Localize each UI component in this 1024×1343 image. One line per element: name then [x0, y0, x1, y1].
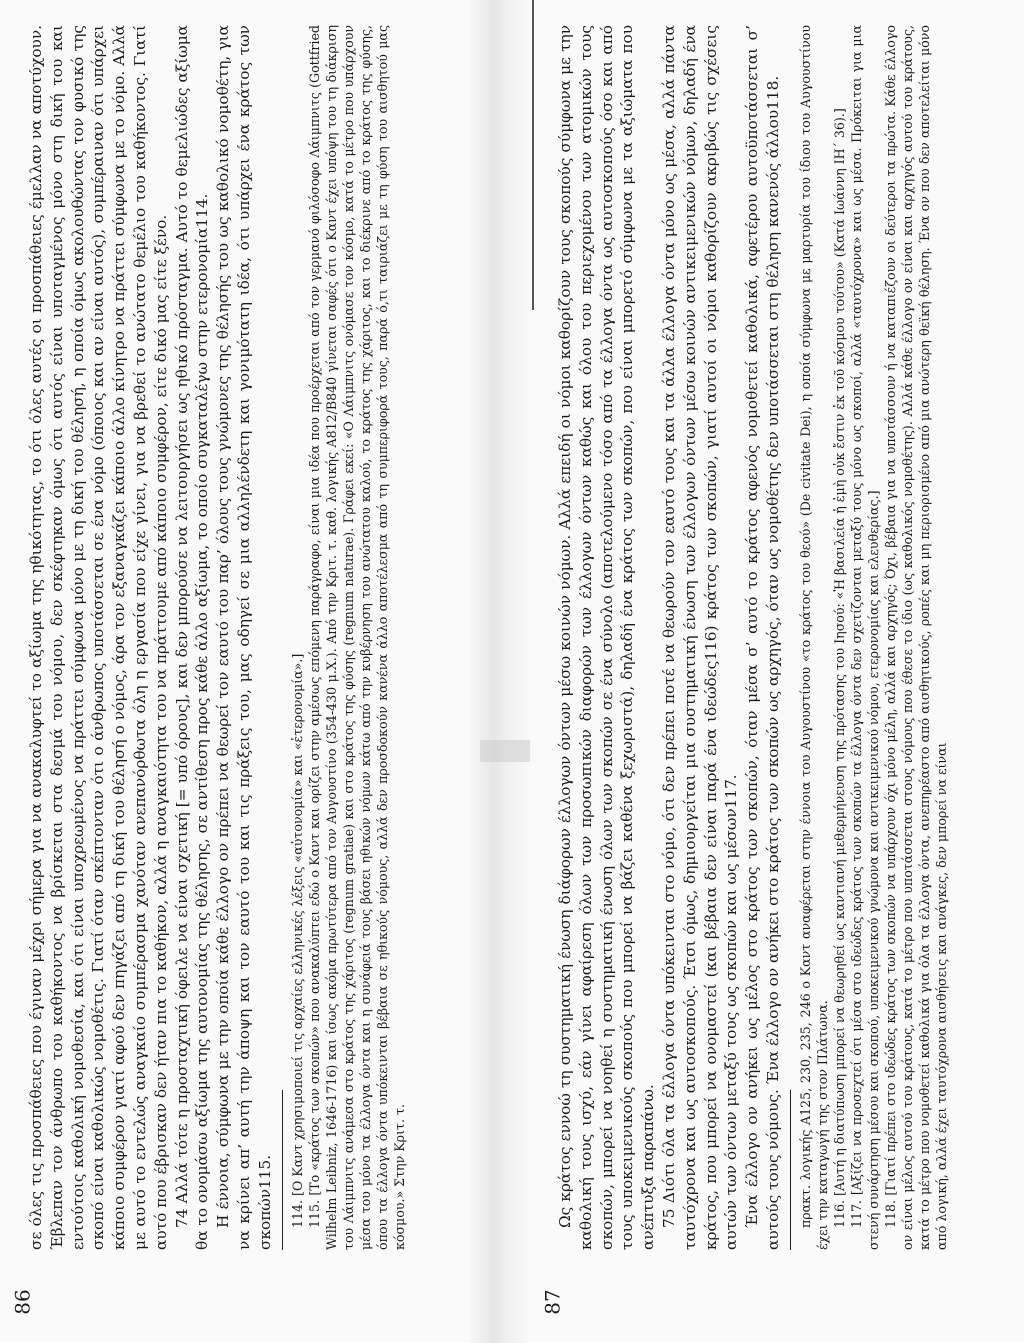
left-body-paragraph: Η έννοια, σύμφωνα με την οποία κάθε έλλογο ον πρέπει να θεωρεί τον εαυτό του παρ’ όλους τους γνώμονες της θέλησής του ως καθολικό νομοθέτη, για να κρίνει απ’ αυτή την άποψη και τον εαυτό του και τις πράξεις του, μας οδηγεί σε μια αλληλένδετη και γονιμότατη ιδέα, ότι υπάρχει ένα κράτος των σκοπών115.: [214, 25, 274, 1250]
right-page-text: [555, 25, 1015, 1250]
left-page-number: 86: [10, 1289, 35, 1315]
footnote-rule: [282, 1090, 283, 1250]
book-gutter: [468, 0, 532, 1343]
left-page-text: [26, 25, 466, 1250]
right-body-paragraph: Ένα έλλογο ον ανήκει ως μέλος στο κράτος των σκοπών, όταν μέσα σ’ αυτό το κράτος αφενός νομοθετεί καθολικά, αφετέρου αυτοϋποτάσσεται σ’ αυτούς τους νόμους. Ένα έλλογο ον ανήκει στο κράτος των σκοπών ως αρχηγός, όταν ως νομοθέτης δεν υποτάσσεται στη θέληση κανενός άλλου118.: [743, 25, 782, 1250]
left-body-paragraph: 74 Αλλά τότε η προσταχτική όφειλε να είναι σχετική [= υπό όρους], και δεν μπορούσε να λειτουργήσει ως ηθικό πρόσταγμα. Αυτό το θεμελιώδες αξίωμα θα το ονομάσω αξίωμα της αυτονομίας της θέλησης, σε αντίθεση προς κάθε άλλο αξίωμα, το οποίο συγκαταλέγω στην ετερονομία114.: [172, 25, 212, 1250]
right-footnote: 118. [Γιατί πρέπει στο ιδεώδες κράτος των σκοπών να υπάρχουν όχι μόνο μέλη, αλλά και αρχηγός; Όχι, βέβαια για να υποτάσσουν ή να καταπιέζουν οι δεύτεροι τα πρώτα. Κάθε έλλογο ον είναι μέλος αυτού του κράτους, κατά το μέτρο που υποτάσσεται στους νόμους που έθεσε το ίδιο (ως καθολικός νομοθέτης). Αλλά κάθε έλλογο ον είναι και αρχηγός αυτού του κράτους, κατά το μέτρο που νομοθετεί καθολικά για όλα τα έλλογα όντα, ανεπηρέαστο από αισθητικούς, ροπές και μη περιορισμένο από μια ανώτερη θεϊκή θέληση. Ένα ον που δεν αποτελείται μόνο από λογική, αλλά έχει ταυτόχρονα αισθήσεις και ανάγκες, δεν μπορεί να είναι: [882, 25, 949, 1250]
right-page-number: 87: [540, 1289, 565, 1315]
left-footnote: 114. [Ο Καντ χρησιμοποιεί τις αρχαίες ελληνικές λέξεις «αὐτονομία» και «ἑτερονομία».]: [289, 653, 305, 1228]
right-footnote: πρακτ. λογικής A125, 230, 235, 246 ο Καντ αναφέρεται στην έννοια του Αυγουστίνου «το κράτος του θεού» (De civitate Dei), η οποία σύμφωνα με μαρτυρία του ίδιου του Αυγουστίνου έχει την καταγωγή της στον Πλάτωνα.: [797, 25, 830, 1250]
right-body-paragraph: 75 Διότι όλα τα έλλογα όντα υπόκεινται στο νόμο, ότι δεν πρέπει ποτέ να θεωρούν τον εαυτό τους και τα άλλα έλλογα όντα μόνο ως μέσα, αλλά πάντα ταυτόχρονα και ως αυτοσκοπούς. Έτσι όμως, δημιουργείται μια συστηματική ένωση των έλλογων όντων μέσω κοινών αντικειμενικών νόμων, δηλαδή ένα κράτος, που μπορεί να ονομαστεί (και βέβαια δεν είναι παρά ένα ιδεώδες116) κράτος των σκοπών, γιατί αυτοί οι νόμοι καθορίζουν ακριβώς τις σχέσεις αυτών των όντων μεταξύ τους ως σκοπών και ως μέσων117.: [659, 25, 741, 1250]
footnote-rule: [790, 1090, 791, 1250]
left-footnote: 115. [Το «κράτος των σκοπών» που ανακαλύπτει εδώ ο Καντ και ορίζει στην αμέσως επόμενη παράγραφο, είναι μια ιδέα που προέρχεται από τον γερμανό φιλόσοφο Λάιμπνιτς (Gottfried Wilhelm Leibniz, 1646-1716) και ίσως ακόμα πρωτύτερα από τον Αυγουστίνο (354-430 μ.Χ.). Από την Κριτ. τ. καθ. λογικής A812/B840 γίνεται σαφές ότι ο Καντ έχει υπόψη του τη διάκριση του Λάιμπνιτς ανάμεσα στο κράτος της χάριτος (regnum gratiae) και στο κράτος της φύσης (regnum naturae). Γράφει εκεί: «Ο Λάιμπνιτς ονόμασε τον κόσμο, κατά το μέτρο που υπάρχουν μέσα του μόνο τα έλλογα όντα και η συνάφειά τους βάσει ηθικών νόμων κάτω από την κυβέρνηση του ανώτατου καλού, το κράτος της χάριτος, και το διέκρινε από το κράτος της φύσης, όπου τα έλλογα όντα υπόκεινται βέβαια σε ηθικούς νόμους, αλλά δεν προσδοκούν κανένα άλλο αποτέλεσμα από τη συμπεριφορά τους, παρά ό,τι ταιριάζει με τη φύση του αισθητού μας κόσμου.» Στην Κριτ. τ.: [306, 25, 407, 1250]
right-footnote: 116. [Αυτή η διατύπωση μπορεί να θεωρηθεί ως καντιανή μεθερμήνευση της πρότασης του Ιησού: «Ἡ βασιλεία ἡ ἐμὴ οὐκ ἔστιν ἐκ τοῦ κόσμου τούτου» (Κατά Ιωάννη ΙΗ΄ 36).]: [831, 108, 847, 1228]
scan-smudge: [480, 740, 530, 762]
left-body-paragraph: σε όλες τις προσπάθειες που έγιναν μέχρι σήμερα για να ανακαλυφτεί το αξίωμα της ηθικότητας, το ότι όλες αυτές οι προσπάθειες έμελλαν να αποτύχουν. Έβλεπαν τον άνθρωπο του καθήκοντος να βρίσκεται στα δεσμά του νόμου, δεν σκέφτηκαν όμως ότι αυτός είναι υποταγμένος μόνο στη δική του και εντούτοις καθολική νομοθεσία, και ότι είναι υποχρεωμένος να πράττει σύμφωνα μόνο με τη δική του θέλησή, η οποία όμως ακολουθώντας τον φυσικό της σκοπό είναι καθολικώς νομοθέτις. Γιατί όταν σκέπτονταν ότι ο άνθρωπος υποτάσσεται σε ένα νόμο (όποιος και αν είναι αυτός), συμπέραιναν ότι υπάρχει κάποιο συμφέρον γιατί αφού δεν πηγάζει από τη δική του θέλησή ο νόμος, άρα τον εξαναγκάζει κάποιο άλλο κίνητρο να πράττει σύμφωνα με το νόμο. Αλλά με αυτό το εντελώς αναγκαίο συμπέρασμα χανόταν ανεπανόρθωτα όλη η εργασία που είχε γίνει, για να βρεθεί το ανώτατο θεμέλιο του καθήκοντος. Γιατί αυτό που έβρισκαν δεν ήταν πια το καθήκον, αλλά η αναγκαιότητα του να πράττουμε από κάποιο συμφέρον, είτε δικό μας είτε ξένο.: [27, 25, 170, 1250]
right-footnote: 117. [Αξίζει να προσεχτεί ότι μέσα στο ιδεώδες κράτος των σκοπών τα έλλογα όντα δεν σχετίζονται μεταξύ τους μόνο ως σκοποί, αλλά «ταυτόχρονα» και ως μέσα. Πρόκειται για μια στενή συνάρτηση μέσου και σκοπού, υποκειμενικού γνώμονα και αντικειμενικού νόμου, ετερονομίας και ελευθερίας.]: [848, 25, 881, 1250]
gutter-shadow-line: [532, 0, 534, 310]
right-body-paragraph: Ως κράτος εννοώ τη συστηματική ένωση διάφορων έλλογων όντων μέσω κοινών νόμων. Αλλά επειδή οι νόμοι καθορίζουν τους σκοπούς σύμφωνα με την καθολική τους ισχύ, εάν γίνει αφαίρεση όλων των προσωπικών διαφορών των έλλογων όντων καθώς και όλου του περιεχομένου των ατομικών τους σκοπών, μπορεί να νοηθεί η συστηματική ένωση όλων των σκοπών σε ένα σύνολο (αποτελούμενο τόσο από τα έλλογα όντα ως αυτοσκοπούς όσο και από τους υποκειμενικούς σκοπούς που μπορεί να βάζει καθένα ξεχωριστά), δηλαδή ένα κράτος των σκοπών, που είναι μπορετό σύμφωνα με τα αξιώματα που ανέπτυξα παραπάνω.: [556, 25, 658, 1250]
